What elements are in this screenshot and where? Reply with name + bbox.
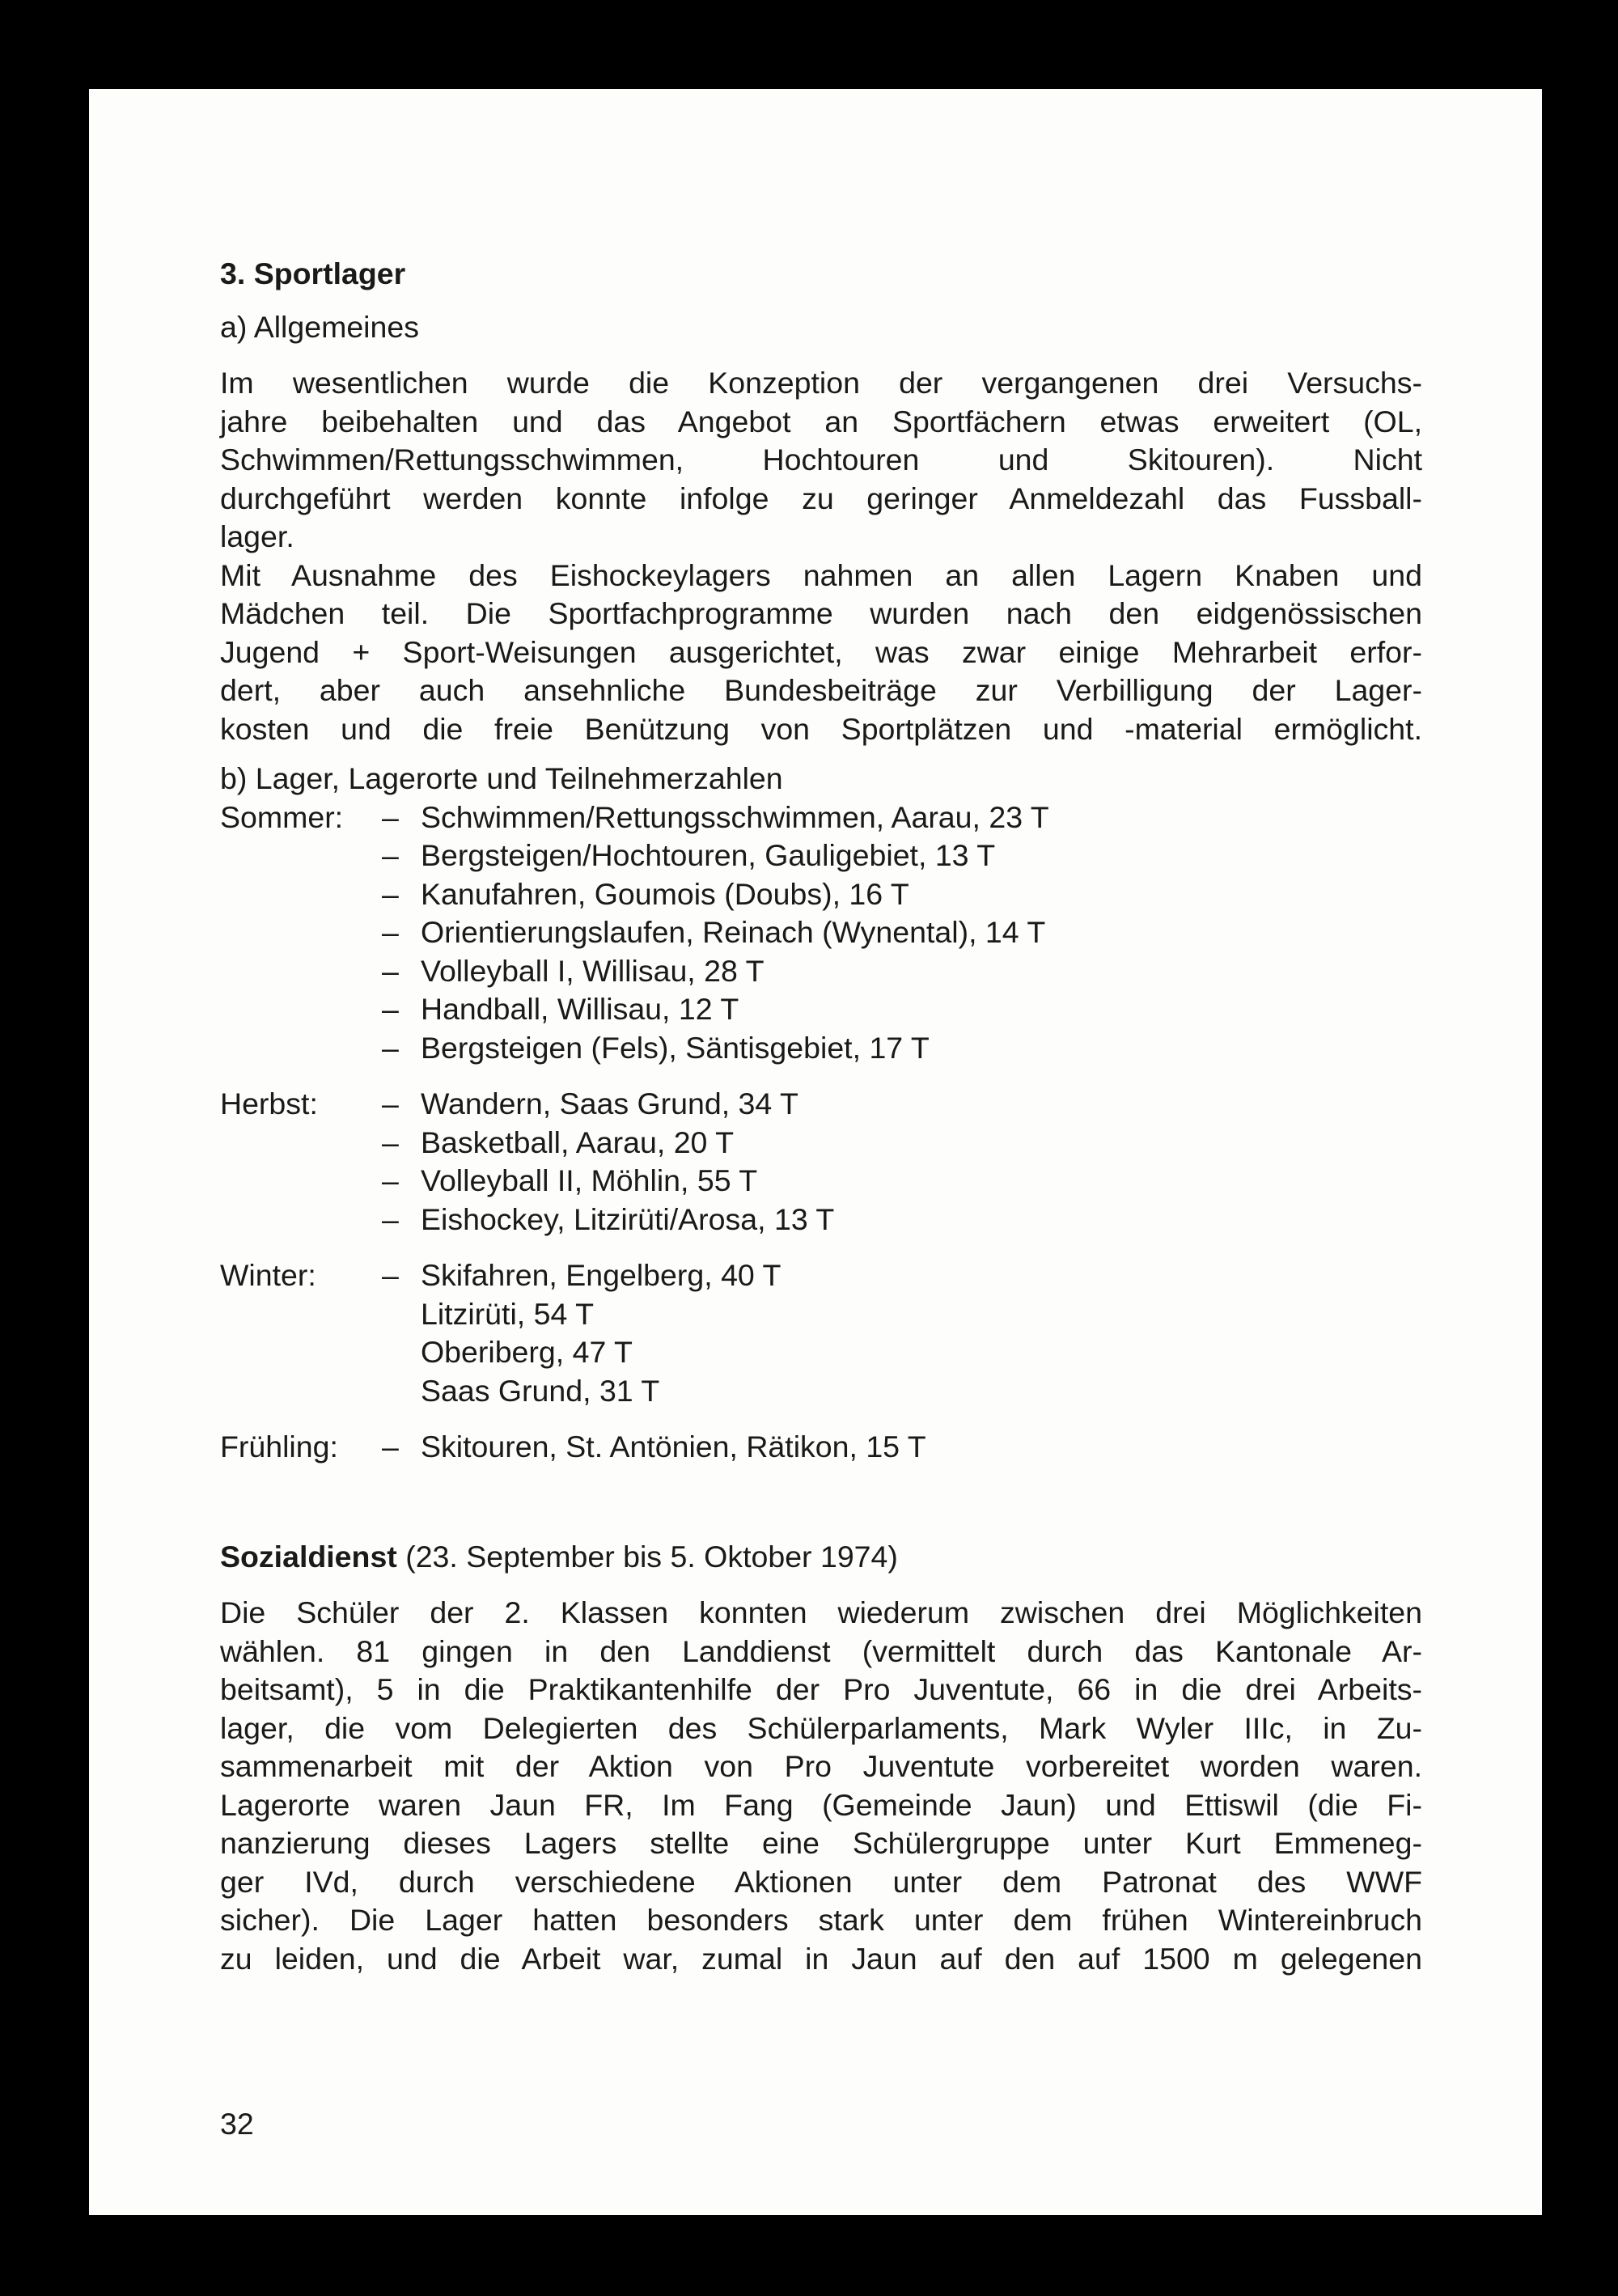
- camp-list: [220, 799, 1422, 1467]
- list-item: Handball, Willisau, 12 T: [421, 992, 739, 1026]
- season-label: Frühling:: [220, 1430, 338, 1464]
- list-dash: –: [382, 1163, 399, 1197]
- list-dash: –: [382, 1030, 399, 1065]
- season-label: Herbst:: [220, 1087, 318, 1120]
- list-item: Bergsteigen/Hochtouren, Gauligebiet, 13 T: [421, 838, 996, 872]
- paragraph-sozialdienst: [220, 1594, 1422, 1978]
- list-item: Skifahren, Engelberg, 40 T: [421, 1258, 781, 1292]
- list-dash: –: [382, 1201, 399, 1236]
- text-line: kosten und die freie Benützung von Sportplätzen und -material ermöglicht.: [220, 711, 1422, 746]
- text-line: Die Schüler der 2. Klassen konnten wiederum zwischen drei Möglichkeiten: [220, 1595, 1422, 1629]
- list-item: Skitouren, St. Antönien, Rätikon, 15 T: [421, 1430, 926, 1464]
- season-group-herbst: [220, 1085, 1422, 1239]
- list-item: Bergsteigen (Fels), Säntisgebiet, 17 T: [421, 1030, 930, 1065]
- sozialdienst-heading: [220, 1538, 1422, 1577]
- text-line: wählen. 81 gingen in den Landdienst (vermittelt durch das Kantonale Ar-: [220, 1633, 1422, 1668]
- text-line: Lagerorte waren Jaun FR, Im Fang (Gemeinde Jaun) und Ettiswil (die Fi-: [220, 1787, 1422, 1822]
- text-line: dert, aber auch ansehnliche Bundesbeiträge zur Verbilligung der Lager-: [220, 673, 1422, 707]
- list-dash: –: [382, 1430, 399, 1464]
- list-dash: [382, 1333, 421, 1372]
- list-dash: –: [382, 1087, 399, 1120]
- text-line: Mädchen teil. Die Sportfachprogramme wurden nach den eidgenössischen: [220, 596, 1422, 630]
- season-group-fruehling: [220, 1428, 1422, 1467]
- document-page: [89, 89, 1542, 2215]
- list-item: Basketball, Aarau, 20 T: [421, 1125, 735, 1159]
- subheading-a: a) Allgemeines: [220, 309, 419, 344]
- list-item: Volleyball I, Willisau, 28 T: [421, 953, 765, 988]
- text-line: Schwimmen/Rettungsschwimmen, Hochtouren und Skitouren). Nicht: [220, 443, 1422, 477]
- list-dash: –: [382, 876, 399, 911]
- list-item: Orientierungslaufen, Reinach (Wynental), 14 T: [421, 915, 1046, 949]
- text-line: sicher). Die Lager hatten besonders stark unter dem frühen Wintereinbruch: [220, 1903, 1422, 1937]
- text-line: durchgeführt werden konnte infolge zu geringer Anmeldezahl das Fussball-: [220, 481, 1422, 515]
- section-heading: 3. Sportlager: [220, 256, 406, 290]
- paragraph-allgemeines: [220, 364, 1422, 748]
- text-line: sammenarbeit mit der Aktion von Pro Juventute vorbereitet worden waren.: [220, 1749, 1422, 1783]
- list-dash: –: [382, 953, 399, 988]
- text-line: beitsamt), 5 in die Praktikantenhilfe der Pro Juventute, 66 in die drei Arbeits-: [220, 1672, 1422, 1706]
- text-line: nanzierung dieses Lagers stellte eine Schülergruppe unter Kurt Emmeneg-: [220, 1826, 1422, 1860]
- page-number: 32: [220, 2107, 254, 2141]
- text-line: jahre beibehalten und das Angebot an Sportfächern etwas erweitert (OL,: [220, 404, 1422, 438]
- list-item: Litzirüti, 54 T: [421, 1296, 594, 1331]
- list-dash: –: [382, 799, 399, 834]
- list-dash: [382, 1295, 421, 1334]
- season-label: Winter:: [220, 1258, 316, 1292]
- list-dash: –: [382, 915, 399, 949]
- list-dash: –: [382, 1258, 399, 1292]
- list-dash: –: [382, 1125, 399, 1159]
- list-item: Kanufahren, Goumois (Doubs), 16 T: [421, 876, 909, 911]
- text-line: Jugend + Sport-Weisungen ausgerichtet, was zwar einige Mehrarbeit erfor-: [220, 634, 1422, 669]
- list-dash: [382, 1372, 421, 1411]
- sozialdienst-title: Sozialdienst: [220, 1539, 397, 1574]
- list-item: Wandern, Saas Grund, 34 T: [421, 1087, 798, 1120]
- season-group-winter: [220, 1256, 1422, 1410]
- page-content: [220, 255, 1422, 1978]
- season-group-sommer: [220, 799, 1422, 1068]
- text-line: zu leiden, und die Arbeit war, zumal in Jaun auf den auf 1500 m gelegenen: [220, 1941, 1422, 1976]
- list-item: Oberiberg, 47 T: [421, 1335, 633, 1369]
- text-line: lager, die vom Delegierten des Schülerparlaments, Mark Wyler IIIc, in Zu-: [220, 1710, 1422, 1745]
- text-line: Mit Ausnahme des Eishockeylagers nahmen an allen Lagern Knaben und: [220, 557, 1422, 592]
- subheading-b: b) Lager, Lagerorte und Teilnehmerzahlen: [220, 761, 783, 795]
- text-line: Im wesentlichen wurde die Konzeption der vergangenen drei Versuchs-: [220, 366, 1422, 400]
- list-dash: –: [382, 992, 399, 1026]
- season-label: Sommer:: [220, 799, 344, 834]
- text-line: lager.: [220, 519, 294, 553]
- list-item: Schwimmen/Rettungsschwimmen, Aarau, 23 T: [421, 799, 1049, 834]
- list-item: Eishockey, Litzirüti/Arosa, 13 T: [421, 1201, 835, 1236]
- list-dash: –: [382, 838, 399, 872]
- list-item: Saas Grund, 31 T: [421, 1373, 660, 1408]
- text-line: ger IVd, durch verschiedene Aktionen unter dem Patronat des WWF: [220, 1864, 1422, 1899]
- list-item: Volleyball II, Möhlin, 55 T: [421, 1163, 758, 1197]
- sozialdienst-dates: (23. September bis 5. Oktober 1974): [396, 1539, 898, 1574]
